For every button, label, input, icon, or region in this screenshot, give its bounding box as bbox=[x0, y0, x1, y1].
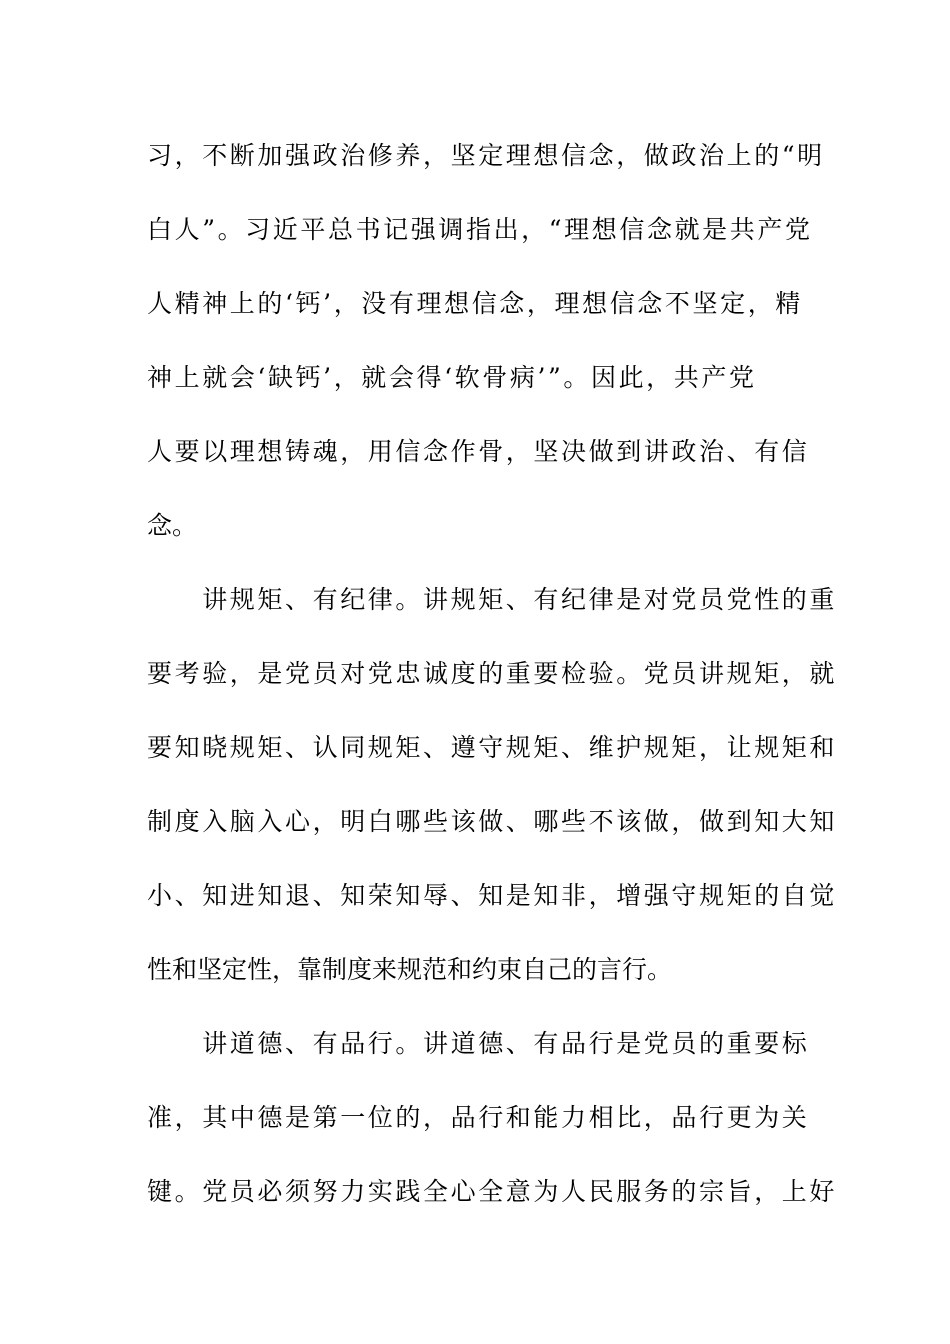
text-line: 要考验，是党员对党忠诚度的重要检验。党员讲规矩，就 bbox=[147, 659, 838, 688]
paragraph-start-line: 讲道德、有品行。讲道德、有品行是党员的重要标 bbox=[147, 1029, 810, 1058]
text-line: 人要以理想铸魂，用信念作骨，坚决做到讲政治、有信 bbox=[147, 437, 810, 466]
text-line: 习，不断加强政治修养，坚定理想信念，做政治上的“明 bbox=[147, 141, 825, 170]
text-line: 制度入脑入心，明白哪些该做、哪些不该做，做到知大知 bbox=[147, 807, 838, 836]
text-line: 小、知进知退、知荣知辱、知是知非，增强守规矩的自觉 bbox=[147, 881, 838, 910]
text-line: 键。党员必须努力实践全心全意为人民服务的宗旨，上好 bbox=[147, 1177, 838, 1206]
text-line: 人精神上的‘钙’，没有理想信念，理想信念不坚定，精 bbox=[147, 289, 803, 318]
body-text bbox=[147, 132, 838, 1242]
text-line: 念。 bbox=[147, 511, 198, 540]
text-line: 准，其中德是第一位的，品行和能力相比，品行更为关 bbox=[147, 1103, 810, 1132]
text-line: 性和坚定性，靠制度来规范和约束自己的言行。 bbox=[147, 955, 673, 984]
text-line: 要知晓规矩、认同规矩、遵守规矩、维护规矩，让规矩和 bbox=[147, 733, 838, 762]
paragraph-start-line: 讲规矩、有纪律。讲规矩、有纪律是对党员党性的重 bbox=[147, 585, 838, 614]
text-line: 白人”。习近平总书记强调指出，“理想信念就是共产党 bbox=[147, 215, 813, 244]
text-line: 神上就会‘缺钙’，就会得‘软骨病’”。因此，共产党 bbox=[147, 363, 757, 392]
